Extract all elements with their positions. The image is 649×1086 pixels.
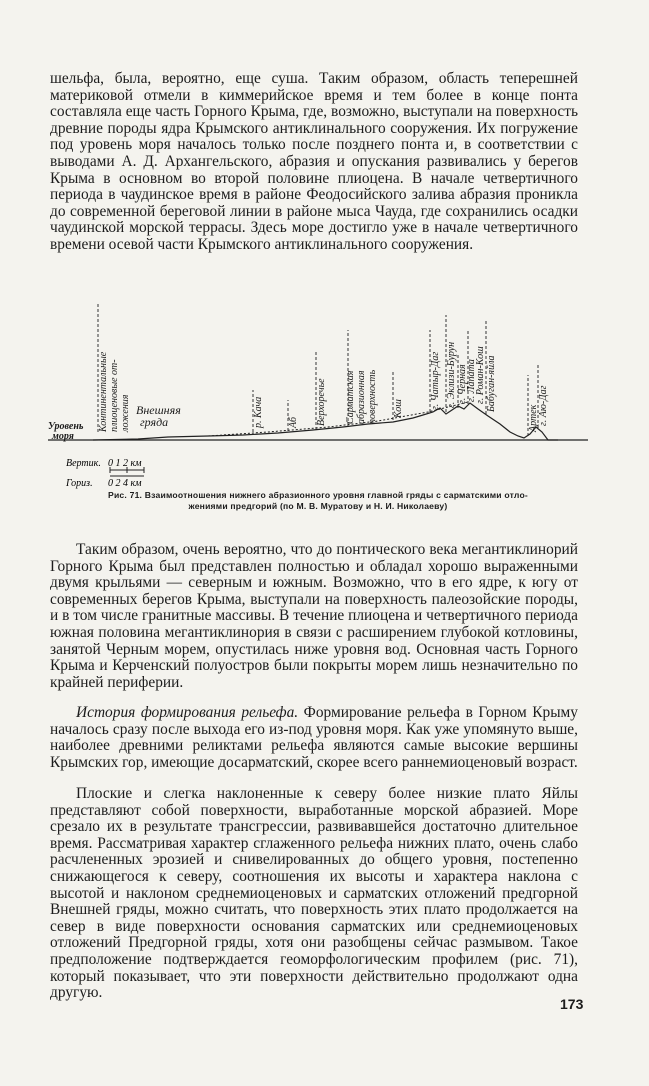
label-sea-level-2: моря [52, 431, 74, 442]
scale-horizontal-ticks: 0 2 4 км [108, 478, 142, 489]
label-pliocene: плиоценовые от- [109, 359, 120, 432]
label-sarmat-2: абразионная [356, 370, 367, 424]
label-koshi: Кош [393, 399, 404, 418]
paragraph-3 [50, 705, 578, 771]
caption-line-2: жениями предгорий (по М. В. Муратову и Н. И. Николаеву) [188, 501, 448, 511]
label-chernaya: г. Черная [457, 364, 468, 404]
label-continental: Континентальные [98, 351, 109, 432]
scale-bars [65, 458, 144, 489]
label-outer-ridge-2: гряда [140, 415, 169, 429]
page-number: 173 [560, 996, 584, 1012]
geomorphological-profile-figure [48, 300, 588, 490]
figure-caption [48, 490, 588, 512]
paragraph-2: Таким образом, очень вероятно, что до понтического века мегантиклинорий Горного Крыма был представлен полностью и обладал хорошо выраженными двумя крыльями — северным и южным. Возможно, что в его ядре, к югу от современных берегов Крыма, выступали на поверхность палеозойские породы, и в том числе гранитные массивы. В течение плиоцена и четвертичного периода южная половина мегантиклинория в связи с расширением глубокой котловины, занятой Черным морем, опустилась ниже уровня вод. Основная часть Горного Крыма и Керченский полуостров были покрыты морем лишь незначительно по крайней периферии. [50, 541, 578, 691]
label-ab: Аб [288, 417, 299, 428]
label-outer-ridge-1: Внешняя [136, 403, 181, 417]
label-lapata: г. Лапата [466, 359, 477, 402]
label-sea-level-1: Уровень [48, 421, 84, 432]
section-heading: История формирования рельефа. [76, 704, 299, 721]
label-ayu-dag: г. Аю-Даг [538, 385, 549, 426]
label-babugan: Бабуган-яйла [486, 355, 497, 412]
caption-line-1: Рис. 71. Взаимоотношения нижнего абразионного уровня главной гряды с сарматскими отло- [108, 490, 528, 500]
label-deposits: ложения [120, 394, 131, 432]
label-verkhorechye: Верхоречье [316, 378, 327, 426]
label-chatyr: г. Чатыр-Даг [430, 351, 441, 410]
label-roman-kosh: г. Роман-Кош [475, 346, 486, 404]
abrasion-surface-line [208, 402, 468, 436]
scale-vertical-label: Вертик. [66, 458, 101, 469]
label-sarmat-3: поверхность [367, 369, 378, 424]
label-sarmat-1: Сарматская [345, 370, 356, 424]
label-kacha: р. Кача [253, 396, 264, 428]
scale-horizontal-label: Гориз. [66, 478, 93, 489]
label-artek: Артек [528, 404, 539, 432]
paragraph-4: Плоские и слегка наклоненные к северу более низкие плато Яйлы представляют собой поверхности, выработанные морской абразией. Море срезало их в результате трансгрессии, развивавшейся достаточно длительное время. Рассматривая характер сглаженного рельефа нижних плато, очень слабо расчлененных эрозией и снивелированных до общего уровня, постепенно снижающегося к северу, соотношения их высоты и характера наклона с высотой и наклоном среднемиоценовых и сарматских отложений предгорной Внешней гряды, можно считать, что поверхность этих плато продолжается на север в виде поверхности основания сарматских или среднемиоценовых отложений Предгорной гряды, хотя они разобщены сейчас размывом. Такое предположение подтверждается геоморфологическим профилем (рис. 71), который показывает, что эти поверхности действительно продолжают одна другую. [50, 785, 578, 1002]
profile-svg [48, 300, 588, 490]
label-ekliz: г. Эклизи-Бурун [446, 341, 457, 408]
scale-vertical-ticks: 0 1 2 км [108, 458, 142, 469]
paragraph-3-text: Формирование рельефа в Горном Крыму началось сразу после выхода его из-под уровня моря. Как уже упомянуто выше, наиболее древними реликтами рельефа являются самые высокие вершины Крымских гор, имеющие досарматский, скорее всего раннемиоценовый возраст. [50, 704, 578, 771]
paragraph-1: шельфа, была, вероятно, еще суша. Таким образом, область теперешней материковой отмели в киммерийское время и тем более в конце понта составляла еще часть Горного Крыма, где, возможно, выступали на поверхность древние породы ядра Крымского антиклинального сооружения. Их погружение под уровень моря началось только после позднего понта и, в соответствии с выводами А. Д. Архангельского, абразия и опускания развивались у берегов Крыма в основном во второй половине плиоцена. В начале четвертичного периода в чаудинское время в районе Феодосийского залива абразия проникла до современной береговой линии в районе мыса Чауда, где сохранились осадки чаудинской морской террасы. Здесь море достигло уже в начале четвертичного времени осевой части Крымского антиклинального сооружения. [50, 70, 578, 253]
